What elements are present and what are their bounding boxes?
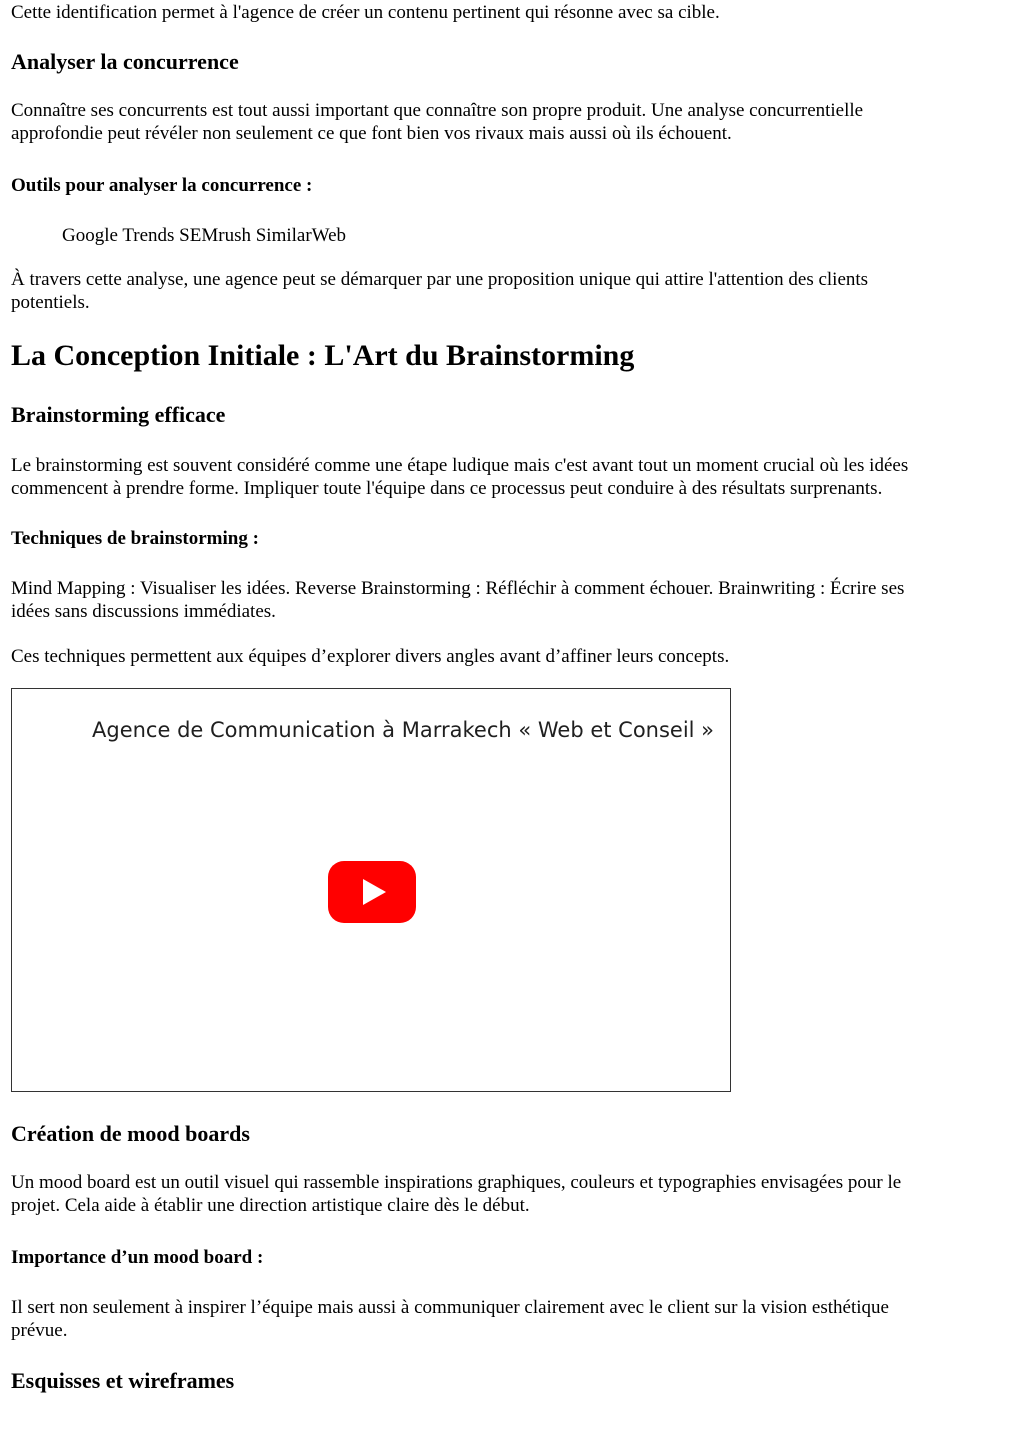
moodboard-paragraph-line-2: projet. Cela aide à établir une direction artistique claire dès le début.	[11, 1195, 530, 1216]
video-title[interactable]: Agence de Communication à Marrakech « Web et Conseil »	[92, 718, 715, 742]
embedded-video[interactable]	[11, 688, 731, 1092]
tools-list: Google Trends SEMrush SimilarWeb	[62, 225, 347, 246]
moodboard-paragraph-line-1: Un mood board est un outil visuel qui rassemble inspirations graphiques, couleurs et typographies envisagées pour le	[11, 1172, 902, 1193]
heading-esquisses-wireframes: Esquisses et wireframes	[11, 1368, 235, 1393]
heading-analyser-concurrence: Analyser la concurrence	[11, 49, 239, 74]
heading-mood-boards: Création de mood boards	[11, 1121, 250, 1146]
concurrence-paragraph-line-2: approfondie peut révéler non seulement ce que font bien vos rivaux mais aussi où ils échouent.	[11, 123, 732, 144]
youtube-play-icon[interactable]	[328, 861, 416, 923]
heading-conception-initiale: La Conception Initiale : L'Art du Brainstorming	[11, 339, 635, 372]
heading-outils: Outils pour analyser la concurrence :	[11, 175, 313, 196]
importance-paragraph-line-1: Il sert non seulement à inspirer l’équipe mais aussi à communiquer clairement avec le client sur la vision esthétique	[11, 1297, 889, 1318]
techniques-conclusion: Ces techniques permettent aux équipes d’explorer divers angles avant d’affiner leurs concepts.	[11, 646, 730, 667]
heading-brainstorming-efficace: Brainstorming efficace	[11, 402, 226, 427]
heading-techniques: Techniques de brainstorming :	[11, 528, 259, 549]
brainstorming-paragraph-line-1: Le brainstorming est souvent considéré comme une étape ludique mais c'est avant tout un moment crucial où les idées	[11, 455, 909, 476]
intro-paragraph: Cette identification permet à l'agence de créer un contenu pertinent qui résonne avec sa cible.	[11, 2, 720, 23]
techniques-paragraph-line-2: idées sans discussions immédiates.	[11, 601, 276, 622]
importance-paragraph-line-2: prévue.	[11, 1320, 68, 1341]
concurrence-paragraph-line-1: Connaître ses concurrents est tout aussi important que connaître son propre produit. Une analyse concurrentielle	[11, 100, 864, 121]
brainstorming-paragraph-line-2: commencent à prendre forme. Impliquer toute l'équipe dans ce processus peut conduire à des résultats surprenants.	[11, 478, 883, 499]
heading-importance-mood-board: Importance d’un mood board :	[11, 1247, 264, 1268]
techniques-paragraph-line-1: Mind Mapping : Visualiser les idées. Reverse Brainstorming : Réfléchir à comment échouer. Brainwriting : Écrire ses	[11, 578, 905, 599]
analyse-paragraph-line-2: potentiels.	[11, 292, 90, 313]
analyse-paragraph-line-1: À travers cette analyse, une agence peut se démarquer par une proposition unique qui attire l'attention des clients	[11, 269, 869, 290]
